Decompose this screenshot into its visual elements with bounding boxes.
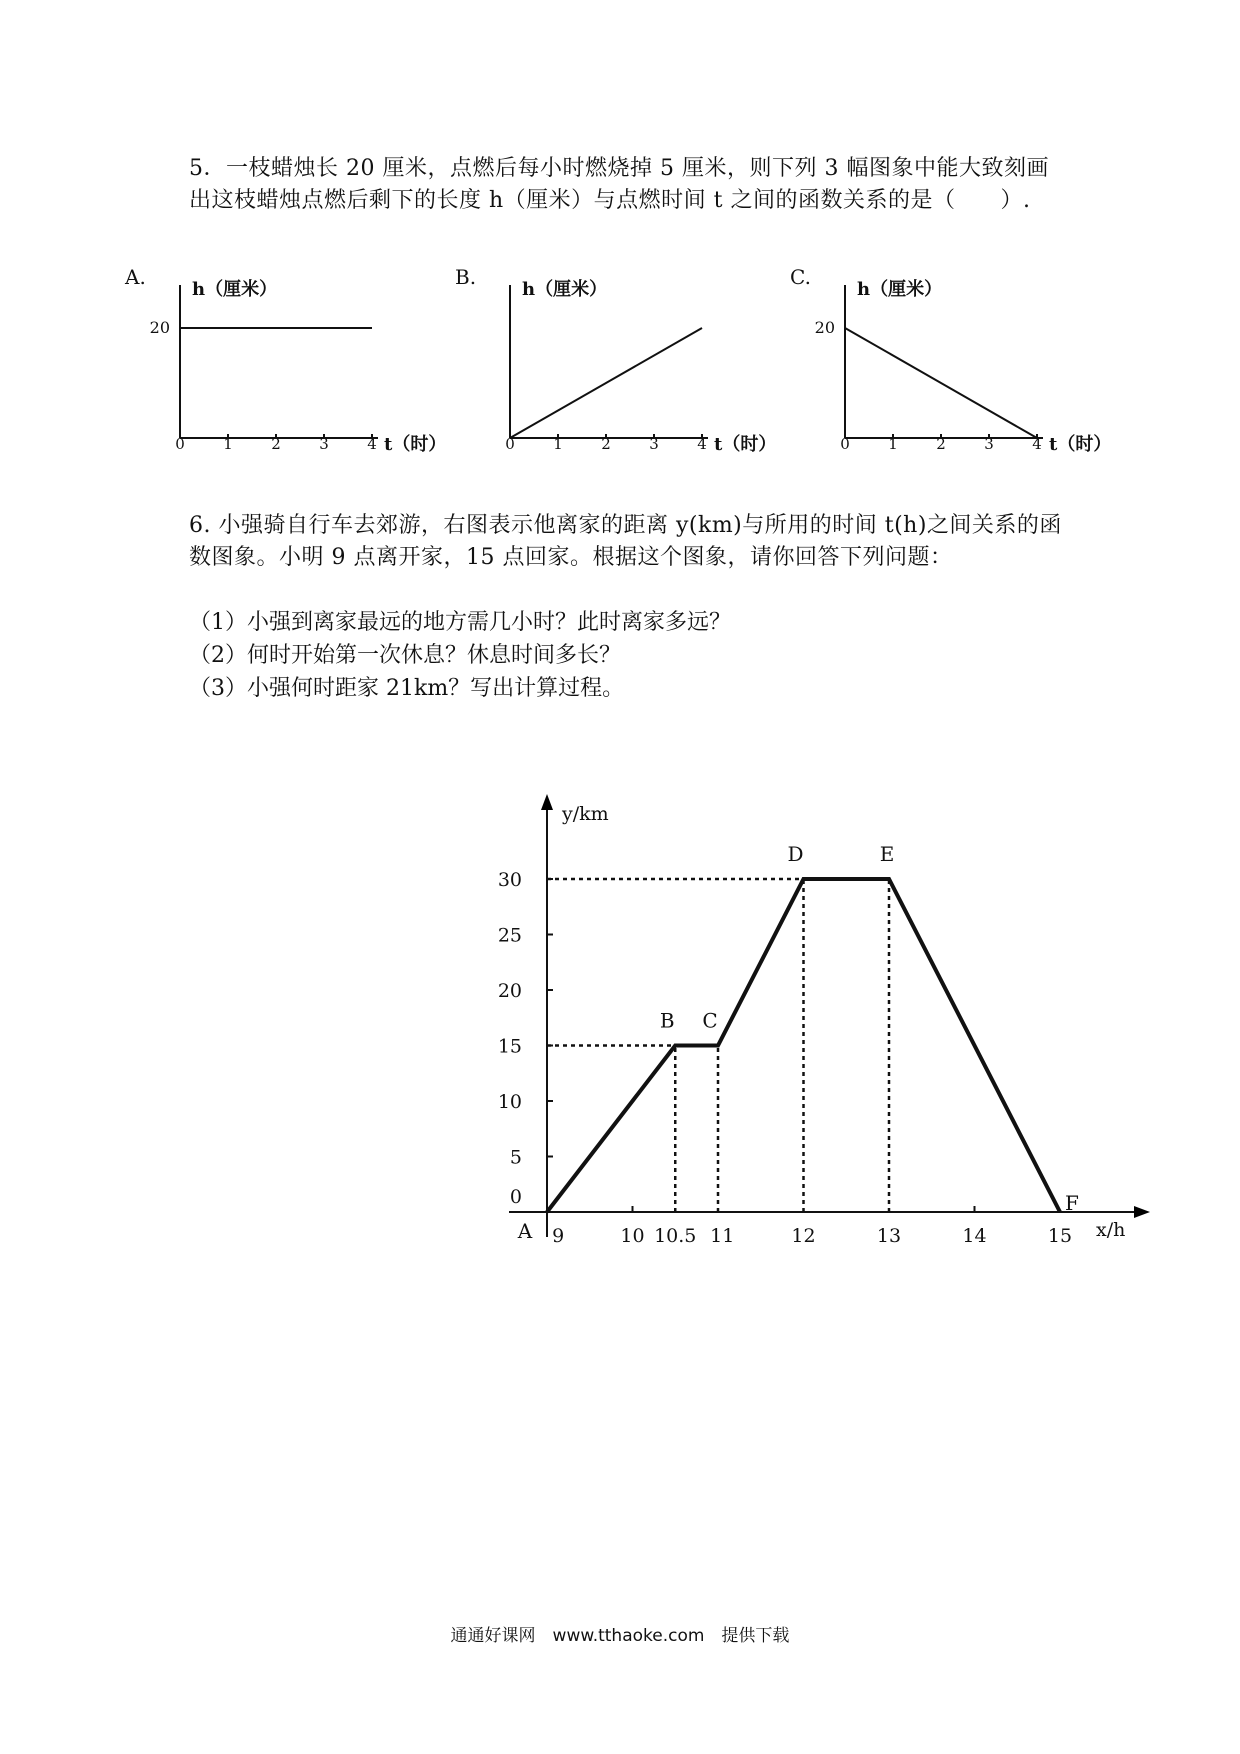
x-axis-label: t（时） (714, 434, 777, 455)
x-tick-label: 2 (601, 435, 611, 453)
x-tick-label: 2 (936, 435, 946, 453)
x-tick-label: 14 (962, 1225, 987, 1247)
x-tick-label: 1 (888, 435, 898, 453)
graph-line (510, 328, 702, 438)
footer-source: 通通好课网 www.tthaoke.com 提供下载 (450, 1626, 790, 1646)
point-label-F: F (1065, 1191, 1079, 1215)
x-tick-label: 10.5 (654, 1225, 697, 1247)
question-6-subquestion-2: （2）何时开始第一次休息？休息时间多长？ (189, 643, 621, 668)
x-tick-label: 11 (710, 1225, 735, 1247)
y-axis-label: h（厘米） (522, 279, 608, 300)
option-graph-3 (790, 265, 1111, 455)
question-6-subquestion-1: （1）小强到离家最远的地方需几小时？此时离家多远？ (189, 610, 731, 635)
graph-line (845, 328, 1037, 438)
x-tick-label: 0 (175, 435, 185, 453)
point-label-B: B (659, 1008, 675, 1033)
x-tick-label: 1 (223, 435, 233, 453)
point-label-A: A (517, 1219, 533, 1243)
y-tick-label: 20 (497, 980, 522, 1002)
y-axis-label: y/km (562, 803, 609, 825)
x-tick-label: 3 (984, 435, 994, 453)
y-tick-label: 0 (509, 1186, 522, 1208)
x-axis-label: x/h (1096, 1219, 1126, 1241)
x-tick-label: 4 (697, 435, 707, 453)
y-tick-label: 5 (509, 1146, 522, 1169)
y-axis-label: h（厘米） (857, 279, 943, 300)
option-graph-1 (124, 265, 446, 455)
x-axis-label: t（时） (1049, 434, 1112, 455)
x-tick-label: 1 (553, 435, 563, 453)
option-label: A. (125, 265, 146, 289)
x-tick-label: 9 (552, 1225, 565, 1247)
question-5-text: 5．一枝蜡烛长 20 厘米，点燃后每小时燃烧掉 5 厘米，则下列 3 幅图象中能大致刻画出这枝蜡烛点燃后剩下的长度 h（厘米）与点燃时间 t 之间的函数关系的是（ ）. (189, 156, 1049, 213)
point-label-C: C (702, 1008, 718, 1033)
option-label: C. (790, 265, 811, 289)
y-tick-label: 20 (149, 318, 170, 337)
option-label: B. (455, 265, 477, 289)
x-tick-label: 15 (1047, 1225, 1073, 1247)
x-tick-label: 2 (271, 435, 281, 453)
y-tick-label: 15 (497, 1035, 522, 1058)
y-tick-label: 10 (497, 1091, 522, 1113)
question-6-text: 6. 小强骑自行车去郊游，右图表示他离家的距离 y(km)与所用的时间 t(h)之间关系的函数图象。小明 9 点离开家，15 点回家。根据这个图象，请你回答下列问题： (189, 513, 1062, 570)
y-tick-label: 25 (497, 924, 522, 947)
question-6-subquestion-3: （3）小强何时距家 21km？写出计算过程。 (189, 676, 625, 701)
distance-time-chart (0, 790, 1240, 1260)
y-tick-label: 30 (497, 869, 522, 891)
x-axis-arrow (1134, 1206, 1150, 1218)
y-axis-label: h（厘米） (192, 279, 278, 300)
question-5-option-graphs (0, 260, 1240, 480)
y-tick-label: 20 (814, 318, 835, 337)
x-tick-label: 4 (1032, 435, 1042, 453)
x-tick-label: 3 (319, 435, 329, 453)
x-tick-label: 4 (367, 435, 377, 453)
point-label-D: D (787, 842, 804, 866)
x-tick-label: 10 (620, 1225, 645, 1247)
x-tick-label: 3 (649, 435, 659, 453)
x-tick-label: 12 (791, 1225, 816, 1247)
x-tick-label: 13 (876, 1225, 902, 1247)
option-graph-2 (455, 265, 776, 455)
x-axis-label: t（时） (384, 434, 447, 455)
x-tick-label: 0 (505, 435, 515, 453)
point-label-E: E (879, 842, 895, 866)
y-axis-arrow (541, 794, 553, 810)
x-tick-label: 0 (840, 435, 850, 453)
